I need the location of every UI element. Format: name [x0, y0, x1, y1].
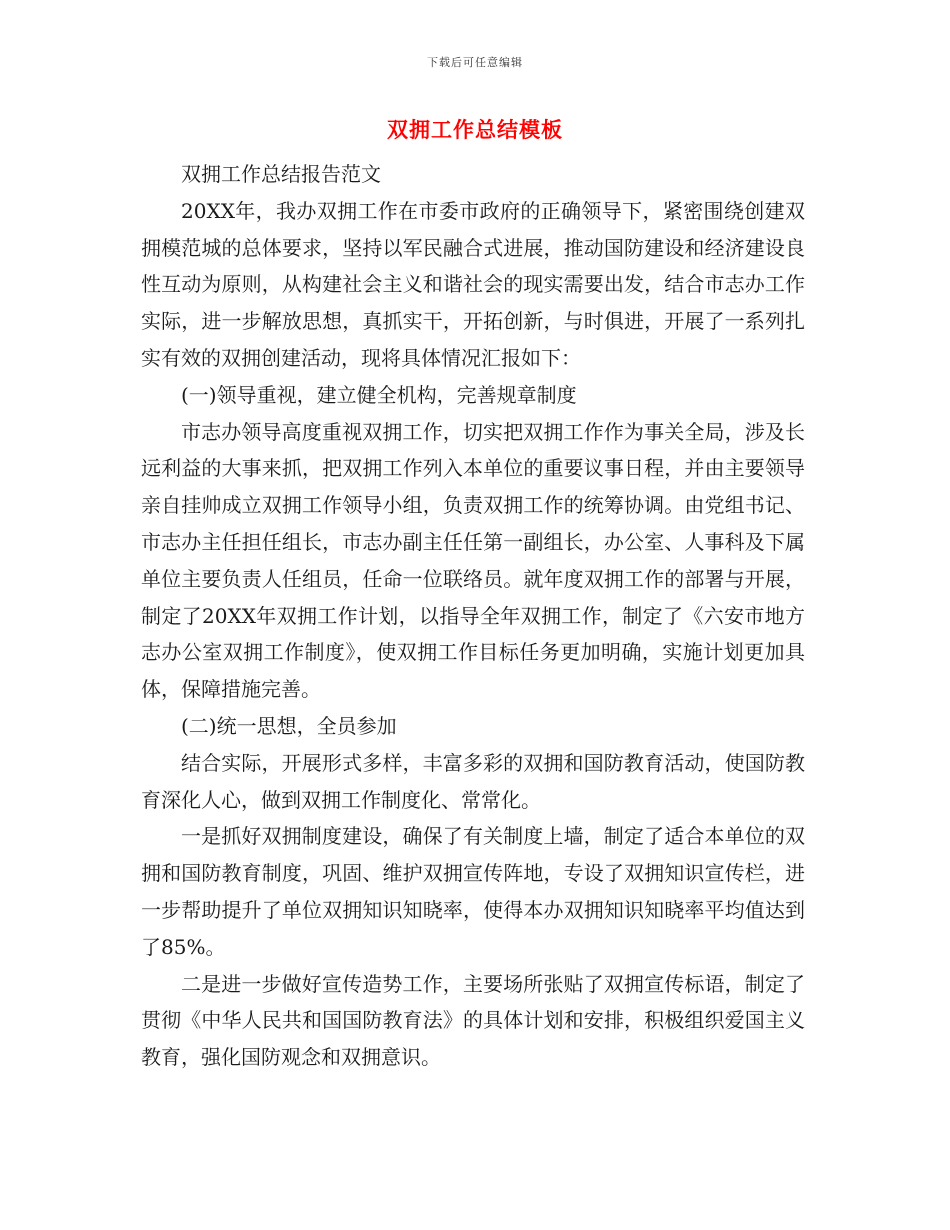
intro-paragraph: 20XX年，我办双拥工作在市委市政府的正确领导下，紧密围绕创建双拥模范城的总体要求，坚持以军民融合式进展，推动国防建设和经济建设良性互动为原则，从构建社会主义和谐社会的现实需要出发，结合市志办工作实际，进一步解放思想，真抓实干，开拓创新，与时俱进，开展了一系列扎实有效的双拥创建活动，现将具体情况汇报如下：	[141, 198, 805, 370]
point-1-paragraph: 一是抓好双拥制度建设，确保了有关制度上墙，制定了适合本单位的双拥和国防教育制度，巩固、维护双拥宣传阵地，专设了双拥知识宣传栏，进一步帮助提升了单位双拥知识知晓率，使得本办双拥知识知晓率平均值达到了85%。	[141, 824, 805, 959]
document-body	[141, 156, 805, 1076]
document-title: 双拥工作总结模板	[387, 117, 563, 142]
point-2-paragraph: 二是进一步做好宣传造势工作，主要场所张贴了双拥宣传标语，制定了贯彻《中华人民共和国国防教育法》的具体计划和安排，积极组织爱国主义教育，强化国防观念和双拥意识。	[141, 971, 805, 1070]
report-subtitle: 双拥工作总结报告范文	[181, 162, 381, 186]
page-header-note: 下载后可任意编辑	[427, 56, 523, 69]
section-heading-1: (一)领导重视，建立健全机构，完善规章制度	[181, 382, 577, 407]
section-1-paragraph: 市志办领导高度重视双拥工作，切实把双拥工作作为事关全局，涉及长远利益的大事来抓，把双拥工作列入本单位的重要议事日程，并由主要领导亲自挂帅成立双拥工作领导小组，负责双拥工作的统筹协调。由党组书记、市志办主任担任组长，市志办副主任任第一副组长，办公室、人事科及下属单位主要负责人任组员，任命一位联络员。就年度双拥工作的部署与开展，制定了20XX年双拥工作计划，以指导全年双拥工作，制定了《六安市地方志办公室双拥工作制度》，使双拥工作目标任务更加明确，实施计划更加具体，保障措施完善。	[141, 419, 805, 702]
section-2-paragraph: 结合实际，开展形式多样，丰富多彩的双拥和国防教育活动，使国防教育深化人心，做到双拥工作制度化、常常化。	[141, 750, 805, 812]
section-heading-2: (二)统一思想，全员参加	[181, 713, 397, 738]
